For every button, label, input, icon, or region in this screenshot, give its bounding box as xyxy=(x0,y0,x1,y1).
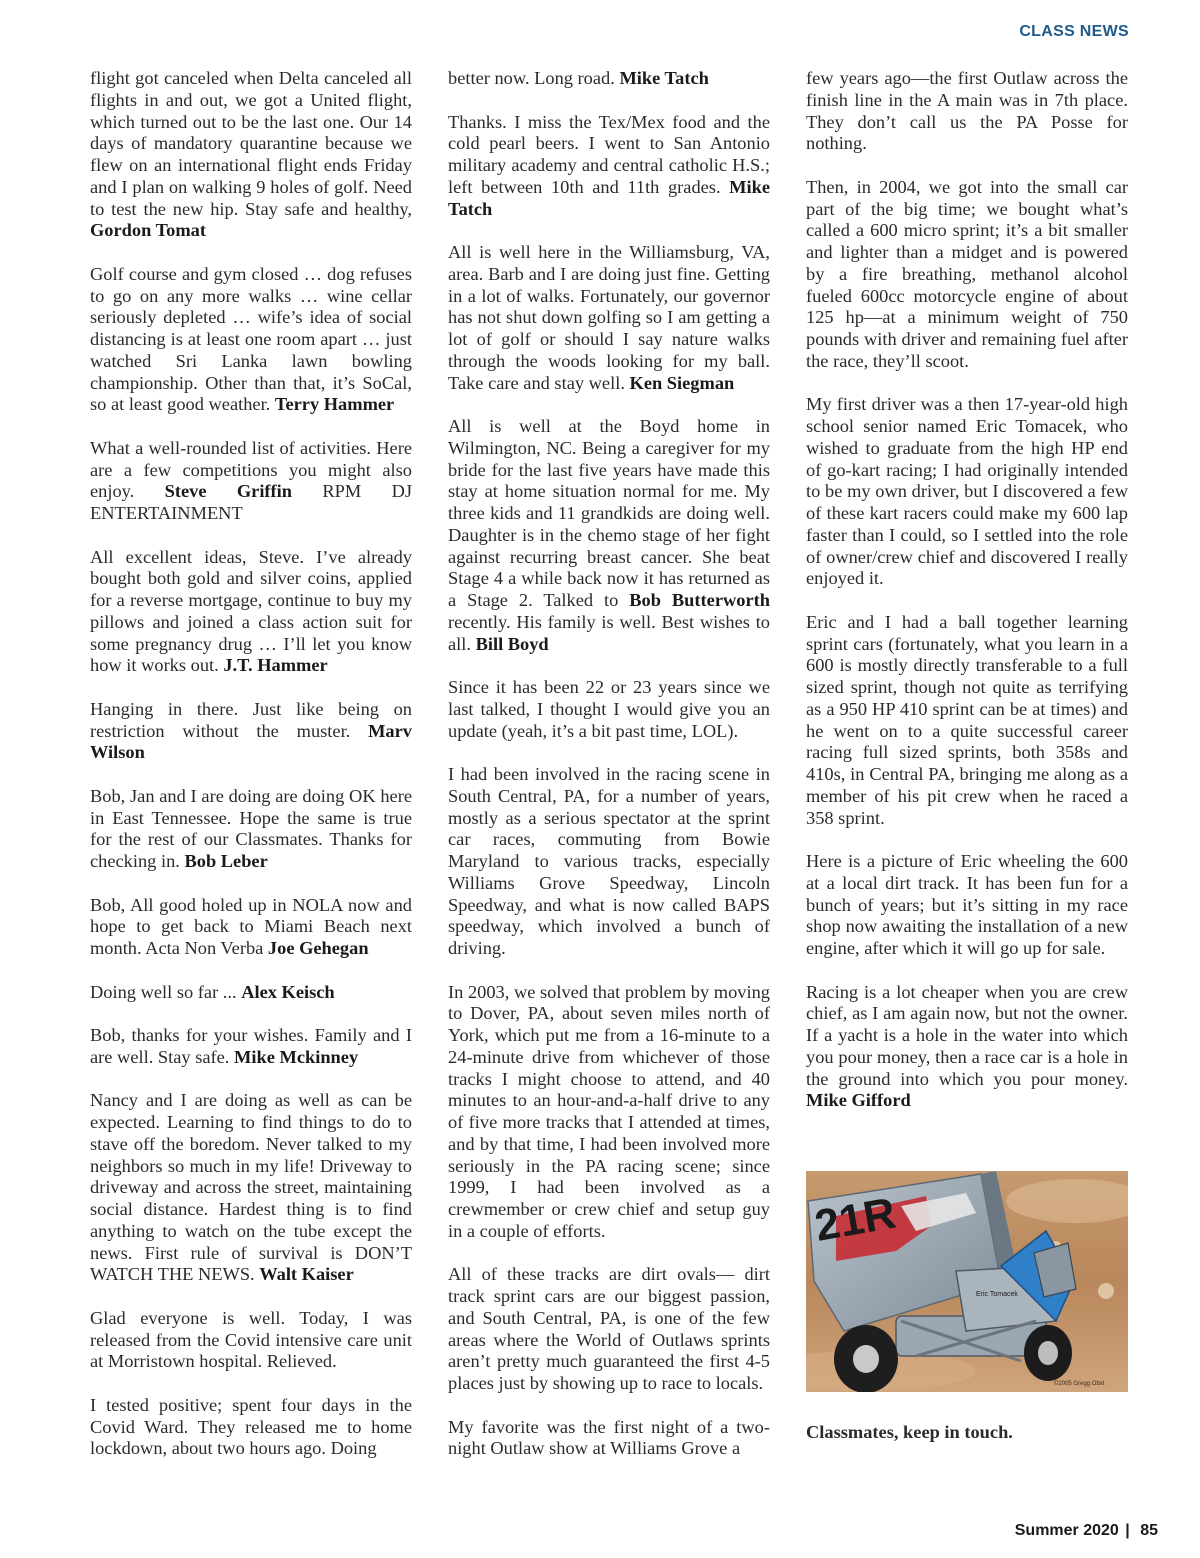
footer-separator: | xyxy=(1125,1522,1130,1539)
letter xyxy=(806,982,1128,1113)
letter xyxy=(90,1308,412,1373)
letter-body: Glad everyone is well. Today, I was released from the Covid intensive care unit at Morristown hospital. Relieved. xyxy=(90,1307,412,1372)
signature: Mike Gifford xyxy=(806,1090,911,1111)
letter-body: Doing well so far ... xyxy=(90,981,242,1002)
letter-body: Hanging in there. Just like being on restriction without the muster. xyxy=(90,698,412,741)
signature: Alex Keisch xyxy=(241,981,335,1002)
letter xyxy=(90,1025,412,1069)
letter-body: My first driver was a then 17-year-old high school senior named Eric Tomacek, who wished to graduate from the high HP end of go-kart racing; I had originally intended to be my own driver, but I discovered a few of these kart racers could make my 600 lap faster than I could, so I settled into the role of owner/crew chief and discovered I really enjoyed it. xyxy=(806,394,1128,589)
letter xyxy=(806,68,1128,155)
letter xyxy=(448,112,770,221)
signature: Joe Gehegan xyxy=(267,938,369,958)
letter-body: Eric and I had a ball together learning sprint cars (fortunately, what you learn in a 600 is mostly directly transferable to a full sized sprint, though not quite as terrifying as a 950 HP 410 sprint can be at times) and he went on to a quite successful career racing full sized sprints, both 358s and 410s, in Central PA, bringing me along as a member of his pit crew when he raced a 358 sprint. xyxy=(806,611,1128,828)
letter-body: flight got canceled when Delta canceled all flights in and out, we got a United flight, which turned out to be the last one. Our 14 days of mandatory quarantine because we flew on an international flight ends Friday and I plan on walking 9 holes of golf. Need to test the new hip. Stay safe and healthy, xyxy=(90,68,412,219)
signature: J.T. Hammer xyxy=(223,655,328,676)
issue-label: Summer 2020 xyxy=(1014,1522,1119,1539)
letter-body: I had been involved in the racing scene in South Central, PA, for a number of years, mostly as a serious spectator at the sprint car races, commuting from Bowie Maryland to various tracks, especially Williams Grove Speedway, Lincoln Speedway, and what is now called BAPS speedway, which involved a bunch of driving. xyxy=(448,764,770,958)
column-1 xyxy=(90,68,412,1482)
signature: Bob Leber xyxy=(184,851,268,871)
signature: Mike Tatch xyxy=(448,176,770,219)
signature: Bill Boyd xyxy=(475,633,549,654)
letter xyxy=(90,786,412,873)
letter-body: All is well here in the Williamsburg, VA, area. Barb and I are doing just fine. Getting in a lot of walks. Fortunately, our governor has not shut down golfing so I am getting a lot of golf or should I say nature walks through the woods looking for my ball. Take care and stay well. xyxy=(448,242,770,393)
letter-body: Bob, thanks for your wishes. Family and I are well. Stay safe. xyxy=(90,1025,412,1067)
signature: Gordon Tomat xyxy=(90,220,206,241)
column-3 xyxy=(806,68,1128,1134)
page-number: 85 xyxy=(1140,1522,1158,1539)
letter xyxy=(90,264,412,416)
letter-body: Racing is a lot cheaper when you are crew chief, as I am again now, but not the owner. If a yacht is a hole in the water into which you pour money, then a race car is a hole in the ground into which you pour money. xyxy=(806,981,1128,1089)
letter-body: All of these tracks are dirt ovals— dirt track sprint cars are our biggest passion, and South Central, PA, is one of the few areas where the World of Outlaws sprints aren’t pretty much guaranteed the first 4-5 places just by showing up to race to locals. xyxy=(448,1264,770,1393)
letter xyxy=(448,68,770,90)
driver-name: Eric Tomacek xyxy=(976,1291,1018,1298)
letter-body: better now. Long road. xyxy=(448,68,620,88)
signature: Steve Griffin xyxy=(164,481,293,502)
letter xyxy=(448,1417,770,1461)
letter xyxy=(448,1264,770,1395)
letter xyxy=(806,851,1128,960)
letter-body: Here is a picture of Eric wheeling the 600 at a local dirt track. It has been fun for a bunch of years; but it’s sitting in my race shop now awaiting the installation of a new engine, after which it will go up for sale. xyxy=(806,851,1128,958)
section-header: CLASS NEWS xyxy=(1019,23,1129,40)
letter xyxy=(448,677,770,742)
letter xyxy=(90,699,412,764)
mentioned-name: Bob Butterworth xyxy=(629,590,770,610)
letter xyxy=(90,547,412,678)
letter xyxy=(90,1395,412,1460)
letter xyxy=(90,68,412,242)
letter-body: Thanks. I miss the Tex/Mex food and the cold pearl beers. I went to San Antonio military academy and central catholic H.S.; left between 10th and 11th grades. xyxy=(448,111,770,197)
letter-body: Then, in 2004, we got into the small car part of the big time; we bought what’s called a 600 micro sprint; it’s a bit smaller and lighter than a midget and is powered by a fire breathing, methanol alcohol fueled 600cc motorcycle engine of about 125 hp—at a minimum weight of 750 pounds with driver and remaining fuel after the race, they’ll scoot. xyxy=(806,176,1128,371)
sprint-car-photo xyxy=(806,1171,1128,1392)
letter xyxy=(90,895,412,960)
letter-body: Golf course and gym closed … dog refuses to go on any more walks … wine cellar seriously depleted … wife’s idea of social distancing is at least one room apart … just watched Sri Lanka lawn bowling championship. Other than that, it’s SoCal, so at least good weather. xyxy=(90,263,412,415)
photo-caption: Classmates, keep in touch. xyxy=(806,1422,1013,1442)
letter-tail: recently. His family is well. Best wishes to all. xyxy=(448,611,770,654)
letter xyxy=(448,242,770,394)
signature: Ken Siegman xyxy=(629,372,735,393)
letter-body: My favorite was the first night of a two-night Outlaw show at Williams Grove a xyxy=(448,1416,770,1459)
letter-body: Nancy and I are doing as well as can be expected. Learning to find things to do to stave off the boredom. Never talked to my neighbors so much in my life! Driveway to driveway and across the street, maintaining social distance. Hardest thing is to find anything to watch on the tube except the news. First rule of survival is DON’T WATCH THE NEWS. xyxy=(90,1090,412,1285)
letter xyxy=(806,612,1128,830)
letter xyxy=(90,1090,412,1286)
signature: Mike Mckinney xyxy=(234,1046,359,1067)
letter-body: All excellent ideas, Steve. I’ve already bought both gold and silver coins, applied for a reverse mortgage, continue to buy my pillows and joined a class action suit for some pregnancy drug … I’ll let you know how it works out. xyxy=(90,546,412,676)
photo-credit: ©2005 Gregg Obst xyxy=(1054,1381,1105,1387)
letter xyxy=(448,982,770,1243)
letter xyxy=(448,764,770,960)
letter-body: Bob, Jan and I are doing are doing OK here in East Tennessee. Hope the same is true for the rest of our Classmates. Thanks for checking in. xyxy=(90,785,412,871)
letter xyxy=(90,982,412,1004)
letter-body: In 2003, we solved that problem by moving to Dover, PA, about seven miles north of York, which put me from a 16-minute to a 24-minute drive from whichever of those tracks I might choose to attend, and 40 minutes to an hour-and-a-half drive to any of five more tracks that I attended at times, and by that time, I had been involved more seriously in the PA racing scene; since 1999, I had been involved as a crewmember or crew chief and setup guy in a couple of efforts. xyxy=(448,981,770,1241)
letter xyxy=(448,416,770,655)
signature: Terry Hammer xyxy=(274,394,395,415)
letter-body: All is well at the Boyd home in Wilmington, NC. Being a caregiver for my bride for the last five years have made this stay at home situation normal for me. My three kids and 11 grandkids are doing well. Daughter is in the chemo stage of her fight against recurring breast cancer. She beat Stage 4 a while back now it has returned as a Stage 2. Talked to xyxy=(448,416,770,610)
page-footer xyxy=(1015,1522,1158,1540)
letter-body: Since it has been 22 or 23 years since we last talked, I thought I would give you an update (yeah, it’s a bit past time, LOL). xyxy=(448,677,770,741)
column-2 xyxy=(448,68,770,1482)
letter-body: What a well-rounded list of activities. Here are a few competitions you might also enjoy. xyxy=(90,437,412,502)
signature: Marv Wilson xyxy=(90,720,412,763)
signature: Walt Kaiser xyxy=(259,1264,354,1285)
letter-tail: RPM DJ ENTERTAINMENT xyxy=(90,481,413,523)
letter xyxy=(806,394,1128,590)
letter-body: I tested positive; spent four days in the Covid Ward. They released me to home lockdown, about two hours ago. Doing xyxy=(90,1394,412,1459)
letter xyxy=(806,177,1128,373)
letter-body: Bob, All good holed up in NOLA now and hope to get back to Miami Beach next month. Acta Non Verba xyxy=(90,894,412,958)
signature: Mike Tatch xyxy=(619,68,709,88)
letter xyxy=(90,438,412,525)
letter-body: few years ago—the first Outlaw across the finish line in the A main was in 7th place. They don’t call us the PA Posse for nothing. xyxy=(806,68,1128,154)
car-number: 21R xyxy=(811,1188,900,1251)
